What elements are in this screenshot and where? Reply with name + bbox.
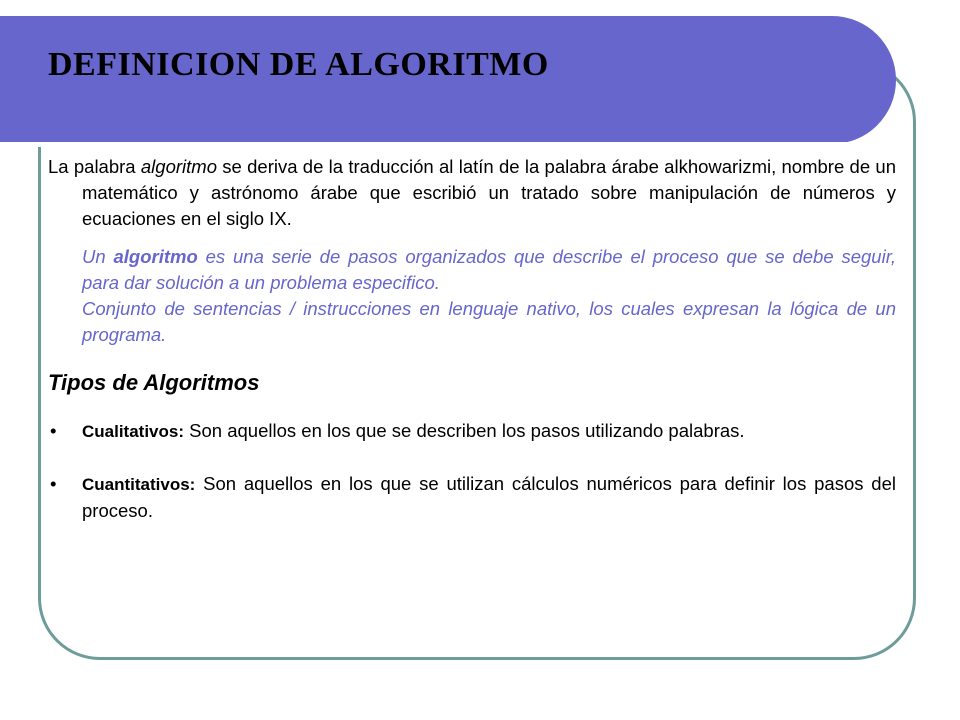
intro-text-2: se deriva de la traducción al latín de la palabra árabe alkhowarizmi, nombre de un matemático y astrónomo árabe que escribió un tratado sobre manipulación de números y ecuaciones en el siglo IX. xyxy=(82,156,896,229)
bullet-term: Cuantitativos: xyxy=(82,475,196,494)
types-heading: Tipos de Algoritmos xyxy=(48,370,260,395)
bullet-term: Cualitativos: xyxy=(82,422,185,441)
title-underline xyxy=(0,142,848,147)
intro-text-1: La palabra xyxy=(48,156,141,177)
definition-1-rest: es una serie de pasos organizados que describe el proceso que se debe seguir, para dar solución a un problema especifico. xyxy=(82,246,896,293)
bullet-item-cualitativos xyxy=(48,418,896,445)
definition-1 xyxy=(48,244,896,296)
intro-paragraph xyxy=(48,154,896,232)
bullet-icon: • xyxy=(50,420,57,441)
slide-title: DEFINICION DE ALGORITMO xyxy=(48,46,549,83)
definition-1-term: algoritmo xyxy=(113,246,198,267)
bullet-item-cuantitativos xyxy=(48,471,896,524)
bullet-icon: • xyxy=(50,473,57,494)
slide-content xyxy=(48,154,896,524)
definition-1-start: Un xyxy=(82,246,114,267)
definition-2: Conjunto de sentencias / instrucciones en lenguaje nativo, los cuales expresan la lógica de un programa. xyxy=(82,298,896,345)
bullet-text: Son aquellos en los que se utilizan cálculos numéricos para definir los pasos del proceso. xyxy=(82,473,896,521)
bullet-text: Son aquellos en los que se describen los pasos utilizando palabras. xyxy=(184,420,745,441)
intro-term: algoritmo xyxy=(140,156,217,177)
